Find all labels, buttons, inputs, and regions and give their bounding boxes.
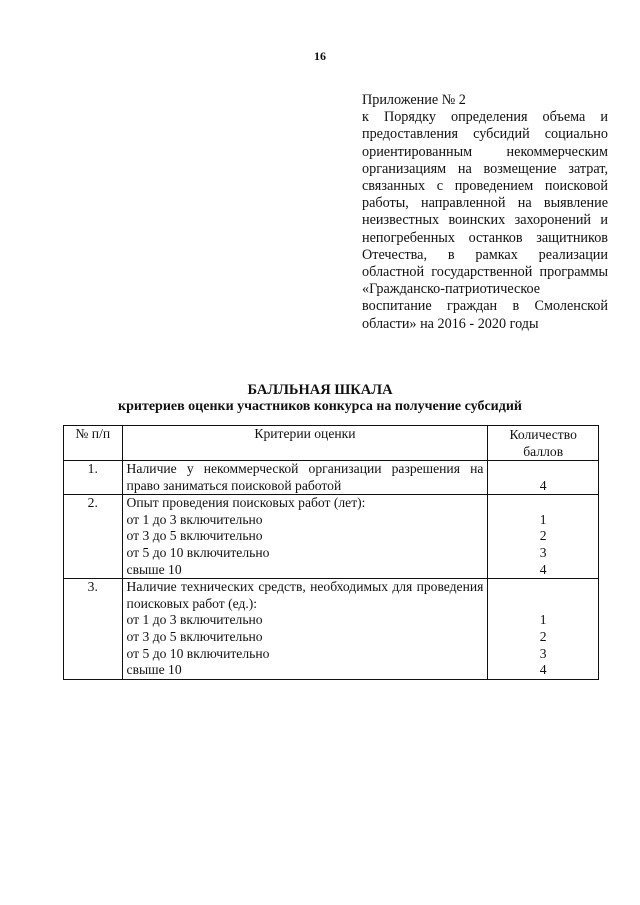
points-value: 3	[539, 645, 547, 661]
row-criterion	[122, 495, 488, 579]
table-header-row	[64, 426, 599, 461]
row-points	[488, 495, 599, 579]
table-row	[64, 579, 599, 680]
row-number: 2.	[64, 495, 123, 579]
document-title: БАЛЛЬНАЯ ШКАЛА	[247, 382, 393, 398]
page-number: 16	[314, 49, 326, 63]
criterion-option: от 3 до 5 включительно	[126, 628, 263, 644]
criterion-option: свыше 10	[126, 561, 182, 577]
criterion-option: от 5 до 10 включительно	[126, 544, 270, 560]
row-number: 1.	[64, 461, 123, 495]
points-value: 1	[539, 612, 547, 628]
appendix-block	[362, 92, 608, 333]
points-value: 4	[539, 662, 547, 678]
header-points: Количество баллов	[488, 426, 599, 461]
header-number: № п/п	[64, 426, 123, 461]
header-criteria: Критерии оценки	[122, 426, 488, 461]
points-value: 3	[539, 544, 547, 560]
points-value: 4	[539, 561, 547, 577]
criterion-option: от 5 до 10 включительно	[126, 645, 270, 661]
document-subtitle: критериев оценки участников конкурса на получение субсидий	[118, 399, 522, 414]
criterion-text: Наличие у некоммерческой организации разрешения на право заниматься поисковой работой	[126, 461, 484, 493]
points-value: 4	[539, 477, 547, 493]
appendix-title: Приложение № 2	[362, 92, 466, 108]
scoring-table	[63, 425, 599, 680]
row-points	[488, 579, 599, 680]
appendix-text: к Порядку определения объема и предоставления субсидий социально ориентированным некоммерческим организациям на возмещение затрат, связанных с проведением поисковой работы, направленной на выявление неизвестных воинских захоронений и непогребенных останков защитников Отечества, в рамках реализации областной государственной программы «Гражданско-патриотическое воспитание граждан в Смоленской области» на 2016 - 2020 годы	[362, 109, 608, 332]
criterion-option: от 1 до 3 включительно	[126, 511, 263, 527]
points-value: 2	[539, 628, 547, 644]
criterion-text: Наличие технических средств, необходимых для проведения поисковых работ (ед.):	[126, 579, 484, 611]
row-points	[488, 461, 599, 495]
row-criterion	[122, 461, 488, 495]
table-row	[64, 461, 599, 495]
table-row	[64, 495, 599, 579]
criterion-option: от 1 до 3 включительно	[126, 612, 263, 628]
row-number: 3.	[64, 579, 123, 680]
criterion-option: от 3 до 5 включительно	[126, 528, 263, 544]
row-criterion	[122, 579, 488, 680]
points-value: 1	[539, 511, 547, 527]
criterion-option: свыше 10	[126, 662, 182, 678]
criterion-text: Опыт проведения поисковых работ (лет):	[126, 495, 366, 511]
points-value: 2	[539, 528, 547, 544]
